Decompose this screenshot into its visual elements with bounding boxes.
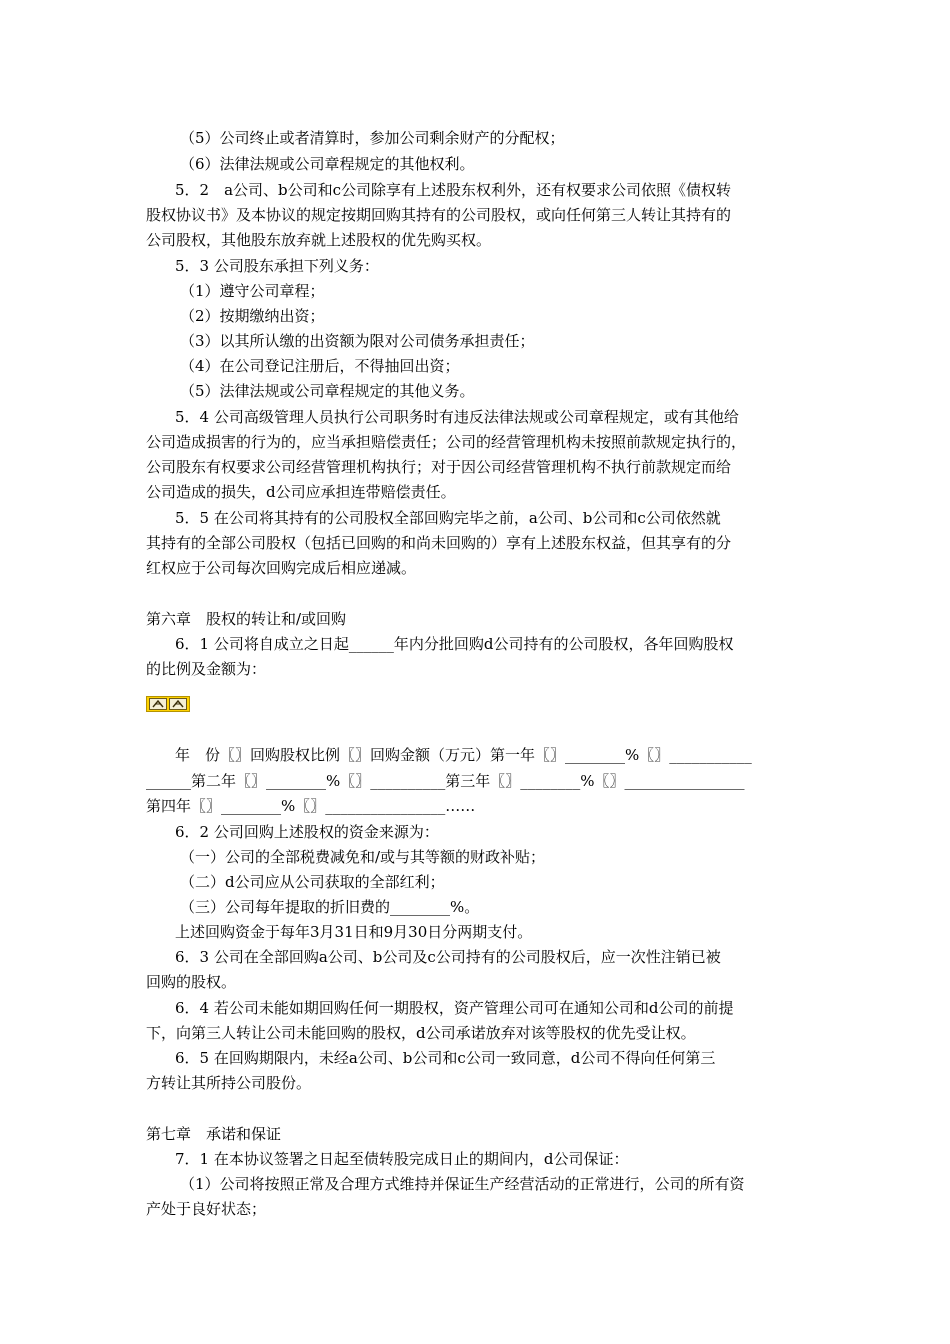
clause-6-1-line-2: 的比例及金额为： — [146, 660, 267, 678]
clause-5-5-line-3: 红权应于公司每次回购完成后相应递减。 — [146, 559, 417, 577]
fund-source-1: （一）公司的全部税费减免和/或与其等额的财政补贴； — [180, 848, 546, 866]
duty-item-3: （3）以其所认缴的出资额为限对公司债务承担责任； — [180, 332, 535, 350]
clause-5-5-line-2: 其持有的全部公司股权（包括已回购的和尚未回购的）享有上述股东权益，但其享有的分 — [146, 534, 732, 552]
embedded-table-icon[interactable] — [146, 696, 190, 712]
right-item-6: （6）法律法规或公司章程规定的其他权利。 — [180, 155, 475, 173]
clause-5-5-line-1: 5．5 在公司将其持有的公司股权全部回购完毕之前，a公司、b公司和c公司依然就 — [175, 509, 721, 527]
table-object-icon — [149, 698, 167, 710]
clause-5-2-line-3: 公司股权，其他股东放弃就上述股权的优先购买权。 — [146, 231, 492, 249]
clause-5-4-line-2: 公司造成损害的行为的，应当承担赔偿责任；公司的经营管理机构未按照前款规定执行的， — [146, 433, 747, 451]
repurchase-table-line-2: ______第二年〖〗________%〖〗__________第三年〖〗________%〖〗________________ — [146, 772, 745, 790]
fund-source-3: （三）公司每年提取的折旧费的________%。 — [180, 898, 480, 916]
duty-item-5: （5）法律法规或公司章程规定的其他义务。 — [180, 382, 475, 400]
clause-6-1-line-1: 6．1 公司将自成立之日起______年内分批回购d公司持有的公司股权，各年回购股权 — [175, 635, 734, 653]
clause-6-3-line-2: 回购的股权。 — [146, 973, 237, 991]
clause-5-2-line-2: 股权协议书》及本协议的规定按期回购其持有的公司股权，或向任何第三人转让其持有的 — [146, 206, 732, 224]
payment-schedule: 上述回购资金于每年3月31日和9月30日分两期支付。 — [175, 923, 533, 941]
chapter-6-title: 第六章 股权的转让和/或回购 — [146, 610, 347, 628]
clause-5-4-line-3: 公司股东有权要求公司经营管理机构执行；对于因公司经营管理机构不执行前款规定而给 — [146, 458, 732, 476]
warranty-1-line-1: （1）公司将按照正常及合理方式维持并保证生产经营活动的正常进行，公司的所有资 — [180, 1175, 745, 1193]
warranty-1-line-2: 产处于良好状态； — [146, 1200, 267, 1218]
clause-5-2-line-1: 5．2 a公司、b公司和c公司除享有上述股东权利外，还有权要求公司依照《债权转 — [175, 181, 732, 199]
clause-5-3: 5．3 公司股东承担下列义务： — [175, 257, 379, 275]
clause-6-4-line-1: 6．4 若公司未能如期回购任何一期股权，资产管理公司可在通知公司和d公司的前提 — [175, 999, 734, 1017]
fund-source-2: （二）d公司应从公司获取的全部红利； — [180, 873, 445, 891]
right-item-5: （5）公司终止或者清算时，参加公司剩余财产的分配权； — [180, 129, 565, 147]
clause-6-5-line-2: 方转让其所持公司股份。 — [146, 1074, 312, 1092]
chapter-7-title: 第七章 承诺和保证 — [146, 1125, 282, 1143]
repurchase-table-line-3: 第四年〖〗________%〖〗________________…… — [146, 797, 476, 815]
clause-6-4-line-2: 下，向第三人转让公司未能回购的股权，d公司承诺放弃对该等股权的优先受让权。 — [146, 1024, 696, 1042]
table-object-icon — [169, 698, 187, 710]
duty-item-4: （4）在公司登记注册后，不得抽回出资； — [180, 357, 460, 375]
duty-item-2: （2）按期缴纳出资； — [180, 307, 325, 325]
clause-6-3-line-1: 6．3 公司在全部回购a公司、b公司及c公司持有的公司股权后，应一次性注销已被 — [175, 948, 721, 966]
clause-7-1: 7．1 在本协议签署之日起至债转股完成日止的期间内，d公司保证： — [175, 1150, 629, 1168]
clause-5-4-line-1: 5．4 公司高级管理人员执行公司职务时有违反法律法规或公司章程规定，或有其他给 — [175, 408, 739, 426]
duty-item-1: （1）遵守公司章程； — [180, 282, 325, 300]
repurchase-table-line-1: 年 份〖〗回购股权比例〖〗回购金额（万元）第一年〖〗________%〖〗___________ — [175, 746, 752, 764]
clause-6-5-line-1: 6．5 在回购期限内，未经a公司、b公司和c公司一致同意，d公司不得向任何第三 — [175, 1049, 716, 1067]
clause-6-2: 6．2 公司回购上述股权的资金来源为： — [175, 823, 439, 841]
clause-5-4-line-4: 公司造成的损失，d公司应承担连带赔偿责任。 — [146, 483, 456, 501]
